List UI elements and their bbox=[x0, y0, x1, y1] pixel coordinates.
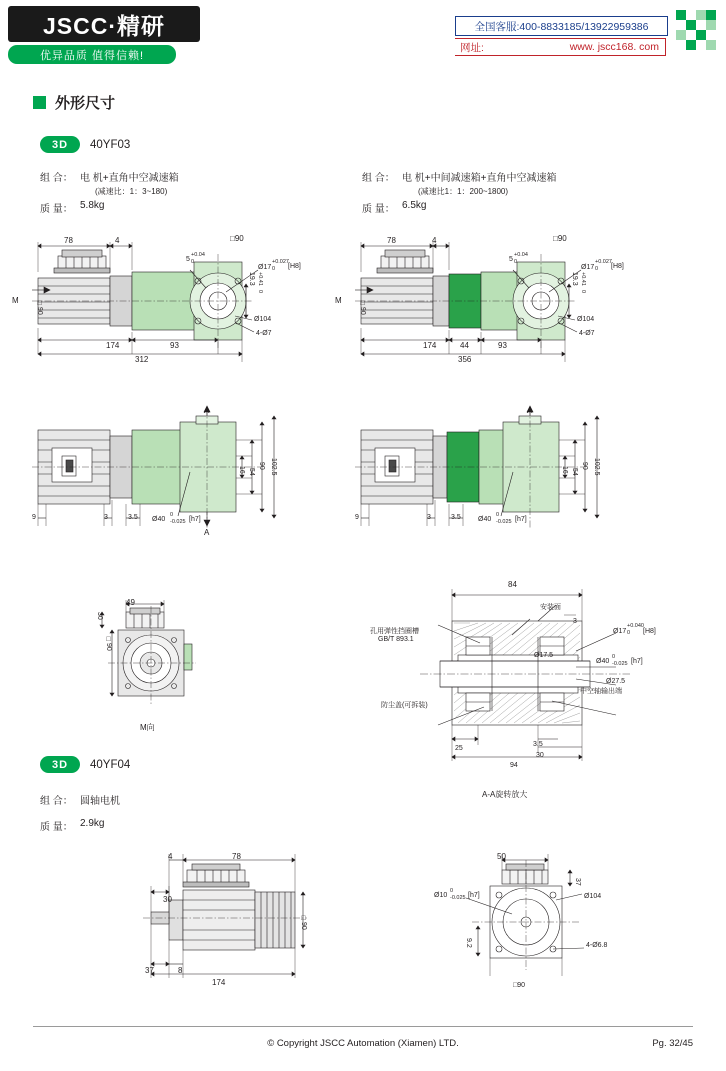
drawing-bottom-right-view bbox=[420, 852, 640, 992]
dim-19_3-tol-lo-v1: 0 bbox=[257, 290, 263, 294]
dim-4-v2: 4 bbox=[432, 236, 437, 245]
dim-5-tol-up-v1: +0.04 bbox=[191, 252, 205, 258]
website-label: 网址: bbox=[460, 42, 484, 54]
dim-shaft-tol-lo-v1: 0 bbox=[272, 266, 276, 272]
dim-84-aa: 84 bbox=[508, 580, 517, 589]
badge-3d-2 bbox=[40, 756, 80, 773]
footer-page-number: Pg. 32/45 bbox=[652, 1038, 693, 1049]
dim-174-v1: 174 bbox=[106, 341, 120, 350]
dim-9-v3: 9 bbox=[32, 514, 36, 521]
combo-value-2: 圆轴电机 bbox=[80, 796, 120, 807]
dim-25-aa: 25 bbox=[455, 745, 463, 752]
dim-8-v5: 8 bbox=[178, 966, 183, 975]
sect-mark-a-top-v3: A bbox=[204, 406, 210, 415]
dim-h7-v4: [h7] bbox=[515, 516, 527, 523]
dim-37-v6: 37 bbox=[574, 878, 581, 886]
dim-5-tol-up-v2: +0.04 bbox=[514, 252, 528, 258]
dim-3_5-v4: 3.5 bbox=[451, 514, 461, 521]
drawing-top-left-view bbox=[30, 228, 330, 378]
dim-93-v1: 93 bbox=[170, 341, 179, 350]
dim-sq90b-v1: □90 bbox=[36, 300, 43, 315]
dim-40-tol-lo-aa: -0.025 bbox=[612, 661, 628, 667]
combo-value-left: 电 机+直角中空减速箱 bbox=[80, 173, 179, 184]
dim-104-v6: Ø104 bbox=[584, 893, 602, 900]
dim-9-v4: 9 bbox=[355, 514, 359, 521]
dim-shaft-tol-up-v1: +0.027 bbox=[272, 259, 289, 265]
dim-19_3-tol-lo-v2: 0 bbox=[580, 290, 586, 294]
contact-box bbox=[455, 16, 668, 36]
dim-3-v4: 3 bbox=[427, 514, 431, 521]
caption-m-view: M向 bbox=[140, 723, 155, 732]
dim-5-tol-lo-v2: 0 bbox=[514, 259, 518, 265]
footer-copyright: © Copyright JSCC Automation (Xiamen) LTD. bbox=[267, 1038, 459, 1049]
dim-4-v5: 4 bbox=[168, 852, 173, 861]
label-mount-face-aa: 安装面 bbox=[540, 604, 561, 611]
dim-shaft-v1: Ø17 bbox=[258, 264, 272, 271]
section-bullet-icon bbox=[33, 96, 46, 109]
dim-5-tol-lo-v1: 0 bbox=[191, 259, 195, 265]
dim-17_5-aa: Ø17.5 bbox=[534, 652, 554, 659]
dim-3-aa: 3 bbox=[573, 618, 577, 625]
dim-30-aa: 30 bbox=[536, 752, 544, 759]
label-hollow-output-aa: 中空轴输出端 bbox=[580, 688, 622, 695]
dim-h7-aa: [h7] bbox=[631, 658, 643, 665]
sect-mark-a-top-v4: A bbox=[527, 406, 533, 415]
dim-sq90-v1: □90 bbox=[230, 234, 244, 243]
logo-text: JSCC·精研 bbox=[42, 12, 165, 39]
dim-104-v1: Ø104 bbox=[254, 316, 272, 323]
dim-4xd7-v1: 4-Ø7 bbox=[256, 330, 272, 337]
dim-37-v5: 37 bbox=[145, 966, 154, 975]
dim-shaft-v2: Ø17 bbox=[581, 264, 595, 271]
badge-3d-2-label: 3D bbox=[51, 758, 69, 771]
dim-44-v2: 44 bbox=[460, 341, 469, 350]
dim-m-v1: M bbox=[12, 296, 19, 305]
dim-312-v1: 312 bbox=[135, 355, 149, 364]
website-box bbox=[455, 38, 666, 56]
mass-label-left: 质 量： bbox=[40, 204, 73, 215]
badge-3d-1-label: 3D bbox=[51, 138, 69, 151]
dim-shaft40-v3: Ø40 bbox=[152, 516, 166, 523]
dim-shaft40-v4: Ø40 bbox=[478, 516, 492, 523]
dim-shaft10-tol-up-v6: 0 bbox=[450, 888, 454, 894]
contact-text: 全国客服:400-8833185/13922959386 bbox=[474, 20, 649, 33]
dim-54-v3: 54 bbox=[248, 468, 255, 476]
combo-label-2: 组 合： bbox=[40, 796, 73, 807]
dim-sq90b-v2: □90 bbox=[359, 300, 366, 315]
dim-shaft-tol-up-v2: +0.027 bbox=[595, 259, 612, 265]
dim-94-aa: 94 bbox=[510, 762, 518, 769]
note-dustcover-aa: 防尘盖(可拆装) bbox=[381, 702, 428, 709]
model-label-40yf04: 40YF04 bbox=[90, 759, 131, 771]
dim-174-v5: 174 bbox=[212, 978, 226, 987]
dim-19_3-tol-up-v2: +0.41 bbox=[580, 272, 586, 286]
combo-value-right: 电 机+中间减速箱+直角中空减速箱 bbox=[402, 173, 557, 184]
dim-50-v6: 50 bbox=[497, 852, 506, 861]
dim-27_5-aa: Ø27.5 bbox=[606, 678, 626, 685]
ratio-left: (减速比：1：3~180) bbox=[95, 187, 168, 196]
dim-sq90-v5: □90 bbox=[300, 915, 307, 930]
badge-3d-1 bbox=[40, 136, 80, 153]
dim-19_3-v2: 19.3 bbox=[571, 272, 578, 286]
dim-h8-v1: [H8] bbox=[288, 263, 301, 270]
dim-5-v2: 5 bbox=[509, 256, 513, 263]
dim-16-v3: 16 bbox=[238, 466, 245, 474]
dim-h7-v3: [h7] bbox=[189, 516, 201, 523]
checker-decoration bbox=[676, 10, 716, 50]
dim-shaft10-v6: Ø10 bbox=[434, 892, 448, 899]
dim-shaft40-tol-up-v4: 0 bbox=[496, 512, 500, 518]
dim-78-v2: 78 bbox=[387, 236, 396, 245]
dim-104-v2: Ø104 bbox=[577, 316, 595, 323]
drawing-bottom-left-view bbox=[135, 852, 345, 992]
dim-17-tol-lo-aa: 0 bbox=[627, 630, 631, 636]
dim-m-v2: M bbox=[335, 296, 342, 305]
ratio-right: (减速比1：1：200~1800) bbox=[418, 187, 509, 196]
note-circlip-std-aa: GB/T 893.1 bbox=[378, 636, 414, 643]
note-circlip-groove-aa: 孔用弹性挡圈槽 bbox=[370, 628, 419, 635]
drawing-m-view bbox=[90, 600, 230, 730]
dim-17-tol-up-aa: +0.040 bbox=[627, 623, 644, 629]
mass-label-right: 质 量： bbox=[362, 204, 395, 215]
dim-shaft-tol-lo-v2: 0 bbox=[595, 266, 599, 272]
dim-30-mview: 30 bbox=[96, 612, 103, 620]
dim-3_5-v3: 3.5 bbox=[128, 514, 138, 521]
website-text: www. jscc168. com bbox=[569, 41, 659, 53]
dim-4-v1: 4 bbox=[115, 236, 120, 245]
dim-shaft10-tol-lo-v6: -0.025 bbox=[450, 895, 466, 901]
dim-shaft40-tol-lo-v3: -0.025 bbox=[170, 519, 186, 525]
footer-divider bbox=[33, 1026, 693, 1027]
mass-value-left: 5.8kg bbox=[80, 200, 105, 211]
dim-3-v3: 3 bbox=[104, 514, 108, 521]
dim-17-aa: Ø17 bbox=[613, 628, 627, 635]
dim-78-v5: 78 bbox=[232, 852, 241, 861]
dim-h7-v6: [h7] bbox=[468, 892, 480, 899]
dim-49-mview: 49 bbox=[126, 598, 135, 607]
dim-93-v2: 93 bbox=[498, 341, 507, 350]
dim-shaft40-tol-lo-v4: -0.025 bbox=[496, 519, 512, 525]
caption-aa-section: A-A旋转放大 bbox=[482, 790, 528, 799]
dim-16-v4: 16 bbox=[561, 466, 568, 474]
dim-sq90-v2: □90 bbox=[553, 234, 567, 243]
dim-102_5-v3: 102.5 bbox=[270, 458, 277, 476]
dim-78-v1: 78 bbox=[64, 236, 73, 245]
section-heading bbox=[33, 92, 115, 113]
dim-shaft40-tol-up-v3: 0 bbox=[170, 512, 174, 518]
dim-5-v1: 5 bbox=[186, 256, 190, 263]
dim-4xd7-v2: 4-Ø7 bbox=[579, 330, 595, 337]
section-title: 外形尺寸 bbox=[55, 95, 116, 112]
dim-h8-aa: [H8] bbox=[643, 628, 656, 635]
dim-54-v4: 54 bbox=[571, 468, 578, 476]
dim-174-v2: 174 bbox=[423, 341, 437, 350]
dim-sq90-mview: □90 bbox=[105, 636, 112, 651]
mass-value-right: 6.5kg bbox=[402, 200, 427, 211]
dim-40-aa: Ø40 bbox=[596, 658, 610, 665]
mass-label-2: 质 量： bbox=[40, 822, 73, 833]
company-logo bbox=[8, 6, 200, 42]
dim-40-tol-up-aa: 0 bbox=[612, 654, 616, 660]
dim-102_5-v4: 102.5 bbox=[593, 458, 600, 476]
dim-356-v2: 356 bbox=[458, 355, 472, 364]
dim-sq90-v6: □90 bbox=[513, 982, 526, 989]
dim-h8-v2: [H8] bbox=[611, 263, 624, 270]
drawing-aa-section bbox=[380, 575, 680, 785]
dim-9_2-v6: 9.2 bbox=[465, 938, 472, 948]
sect-mark-a-bot-v3: A bbox=[204, 528, 210, 537]
dim-90-v4: 90 bbox=[581, 462, 588, 470]
mass-value-2: 2.9kg bbox=[80, 818, 105, 829]
combo-label-left: 组 合： bbox=[40, 173, 73, 184]
dim-3_5-aa: 3.5 bbox=[533, 741, 543, 748]
slogan-text: 优异品质 值得信赖! bbox=[39, 49, 145, 62]
drawing-top-right-view bbox=[353, 228, 653, 378]
slogan-banner bbox=[8, 45, 176, 64]
dim-19_3-tol-up-v1: +0.41 bbox=[257, 272, 263, 286]
dim-19_3-v1: 19.3 bbox=[248, 272, 255, 286]
combo-label-right: 组 合： bbox=[362, 173, 395, 184]
page-header bbox=[0, 0, 726, 70]
dim-90-v3: 90 bbox=[258, 462, 265, 470]
dim-4xd6_8-v6: 4-Ø6.8 bbox=[586, 942, 608, 949]
dim-30-v5: 30 bbox=[163, 895, 172, 904]
model-label-40yf03: 40YF03 bbox=[90, 139, 131, 151]
